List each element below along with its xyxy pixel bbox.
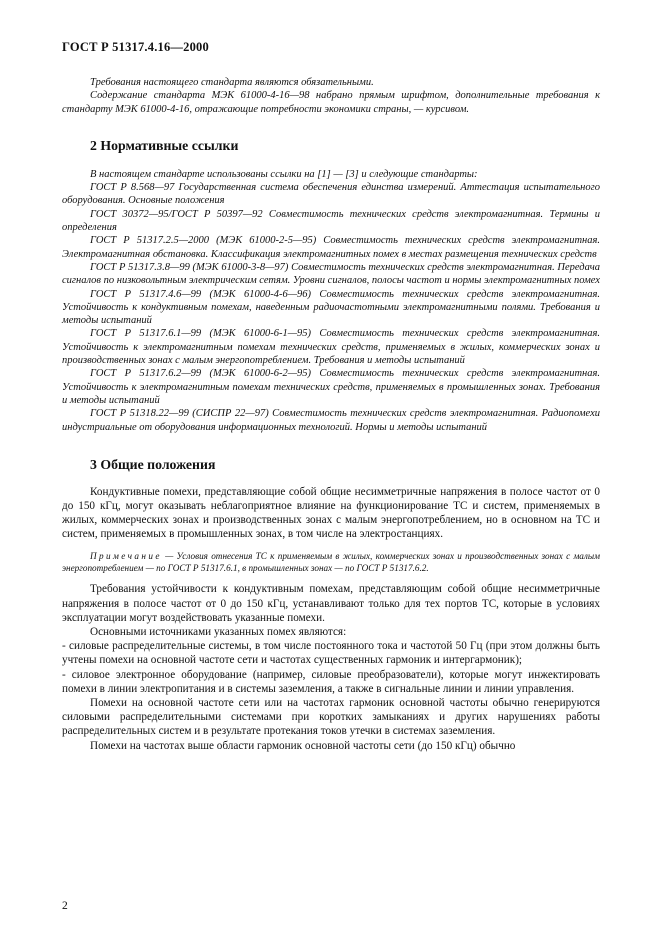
source-list-item: - силовые распределительные системы, в том числе постоянного тока и частотой 50 Гц (при этом должны быть учтены помехи на основной частоте сети и частотах существенных гармоник и интергармоник);: [62, 640, 600, 667]
note-text: — Условия отнесения ТС к применяемым в жилых, коммерческих зонах и производственных зонах с малым энергопотреблением — по ГОСТ Р 51317.6.1, в промышленных зонах — по ГОСТ Р 51317.6.2.: [62, 550, 600, 574]
running-title: ГОСТ Р 51317.4.16—2000: [62, 40, 209, 54]
reference-item: ГОСТ Р 51317.4.6—99 (МЭК 61000-4-6—96) Совместимость технических средств электромагнитная. Устойчивость к кондуктивным помехам, наведенным радиочастотными электромагнитными полями. Требования и методы испытаний: [62, 288, 600, 327]
section-3-paragraph-4: Помехи на основной частоте сети или на частотах гармоник основной частоты обычно генерируются силовыми распределительными системами при коротких замыканиях и других нарушениях работы распределительных систем и в результате протекания токов утечки в системах заземления.: [62, 697, 600, 738]
section-3-paragraph-5: Помехи на частотах выше области гармоник основной частоты сети (до 150 кГц) обычно: [90, 739, 516, 752]
section-2-lead: В настоящем стандарте использованы ссылки на [1] — [3] и следующие стандарты:: [90, 168, 478, 180]
reference-item: ГОСТ Р 51317.2.5—2000 (МЭК 61000-2-5—95) Совместимость технических средств электромагнитная. Электромагнитная обстановка. Классификация электромагнитных помех в местах размещения технических средств: [62, 235, 600, 260]
intro-paragraph-2: Содержание стандарта МЭК 61000-4-16—98 набрано прямым шрифтом, дополнительные требования к стандарту МЭК 61000-4-16, отражающие потребности экономики страны, — курсивом.: [62, 90, 600, 115]
reference-item: ГОСТ Р 51317.3.8—99 (МЭК 61000-3-8—97) Совместимость технических средств электромагнитная. Передача сигналов по низковольтным электрическим сетям. Уровни сигналов, полосы частот и нормы электромагнитных помех: [62, 261, 600, 287]
section-2-heading: 2 Нормативные ссылки: [90, 137, 239, 153]
intro-paragraph-1: Требования настоящего стандарта являются обязательными.: [90, 77, 374, 88]
source-list-item: - силовое электронное оборудование (например, силовые преобразователи), которые могут инжектировать помехи в линии электропитания и в системы заземления, а также в сигнальные линии и линии управления.: [62, 668, 600, 695]
reference-item: ГОСТ Р 51318.22—99 (СИСПР 22—97) Совместимость технических средств электромагнитная. Радиопомехи индустриальные от оборудования информационных технологий. Нормы и методы испытаний: [62, 408, 600, 433]
section-3-paragraph-2: Требования устойчивости к кондуктивным помехам, представляющим собой общие несимметричные напряжения в полосе частот от 0 до 150 кГц, устанавливают только для тех портов ТС, которые в условиях эксплуатации могут воздействовать указанные помехи.: [62, 583, 600, 624]
section-3-heading: 3 Общие положения: [90, 456, 216, 472]
note-label: Примечание: [90, 550, 162, 561]
section-3-paragraph-1: Кондуктивные помехи, представляющие собой общие несимметричные напряжения в полосе частот от 0 до 150 кГц, могут оказывать неблагоприятное влияние на функционирование ТС и систем, применяемых в жилых, коммерческих зонах и производственных зонах с малым энергопотреблением, но в основном на ТС и систем, применяемых в промышленных зонах, в том числе на электростанциях.: [62, 485, 600, 541]
reference-item: ГОСТ Р 8.568—97 Государственная система обеспечения единства измерений. Аттестация испытательного оборудования. Основные положения: [62, 182, 600, 207]
reference-item: ГОСТ Р 51317.6.1—99 (МЭК 61000-6-1—95) Совместимость технических средств электромагнитная. Устойчивость к электромагнитным помехам технических средств, применяемых в жилых, коммерческих зонах и производственных зонах с малым энергопотреблением. Требования и методы испытаний: [62, 328, 600, 367]
note: [62, 550, 600, 575]
section-3-paragraph-3: Основными источниками указанных помех являются:: [90, 626, 347, 639]
page-number: 2: [62, 900, 68, 912]
text-column: [62, 76, 600, 753]
reference-item: ГОСТ Р 51317.6.2—99 (МЭК 61000-6-2—95) Совместимость технических средств электромагнитная. Устойчивость к электромагнитным помехам технических средств, применяемых в промышленных зонах. Требования и методы испытаний: [62, 368, 600, 406]
reference-item: ГОСТ 30372—95/ГОСТ Р 50397—92 Совместимость технических средств электромагнитная. Термины и определения: [62, 208, 600, 234]
